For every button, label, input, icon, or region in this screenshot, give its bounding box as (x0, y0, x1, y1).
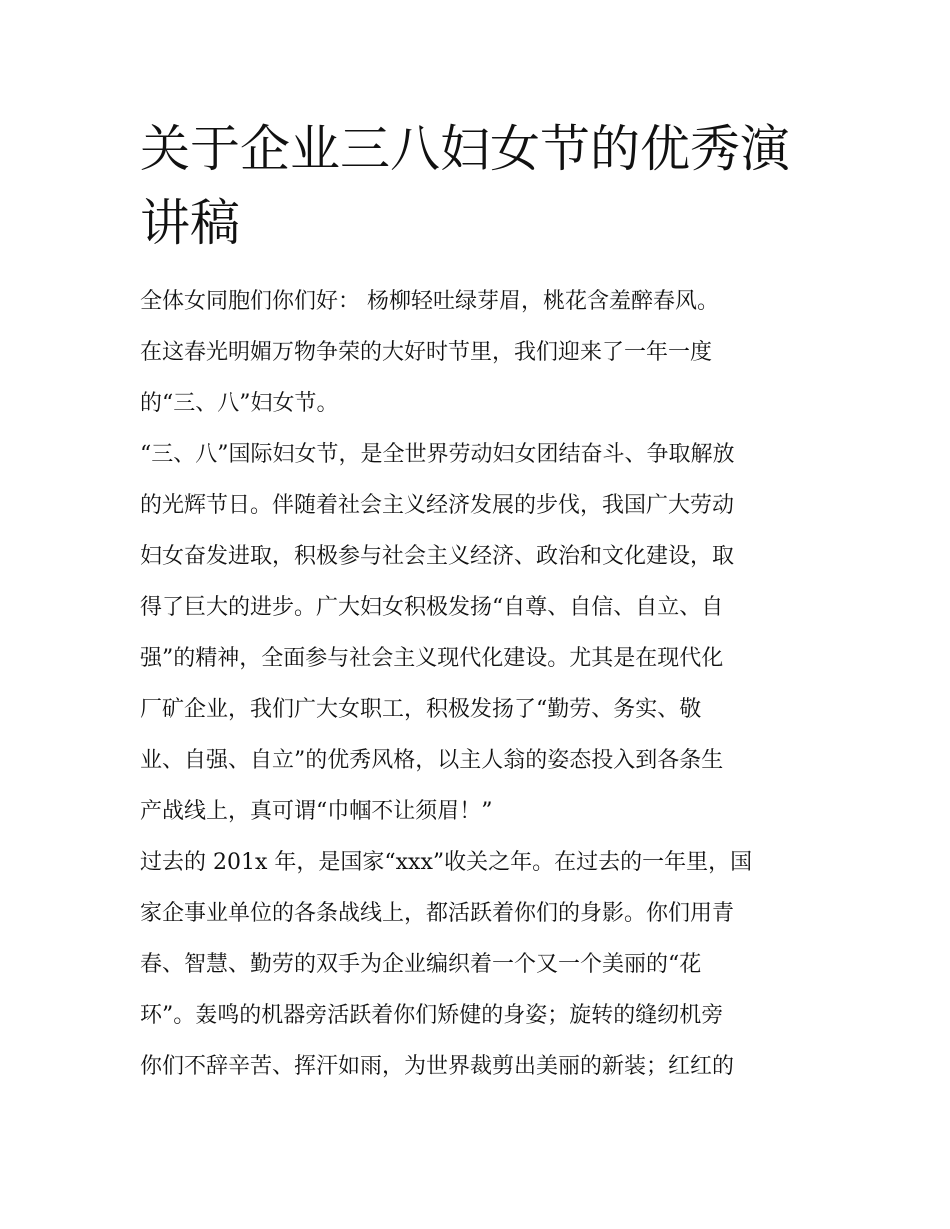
document-title (140, 112, 820, 260)
document-body (140, 276, 830, 1092)
body-line: 在这春光明媚万物争荣的大好时节里，我们迎来了一年一度 (140, 340, 713, 365)
body-line: 你们不辞辛苦、挥汗如雨，为世界裁剪出美丽的新装；红红的 (140, 1054, 735, 1079)
body-line: 的光辉节日。伴随着社会主义经济发展的步伐，我国广大劳动 (140, 493, 735, 518)
body-line: 业、自强、自立”的优秀风格，以主人翁的姿态投入到各条生 (140, 748, 724, 773)
body-line: “三、八”国际妇女节，是全世界劳动妇女团结奋斗、争取解放 (140, 442, 735, 467)
body-line: 环”。轰鸣的机器旁活跃着你们矫健的身姿；旋转的缝纫机旁 (140, 1003, 724, 1028)
body-line: 强”的精神，全面参与社会主义现代化建设。尤其是在现代化 (140, 646, 724, 671)
body-line: 妇女奋发进取，积极参与社会主义经济、政治和文化建设，取 (140, 544, 735, 569)
title-line: 关于企业三八妇女节的优秀演 (140, 120, 790, 178)
body-line: 全体女同胞们你们好： 杨柳轻吐绿芽眉，桃花含羞醉春风。 (140, 289, 719, 314)
body-line: 得了巨大的进步。广大妇女积极发扬“自尊、自信、自立、自 (140, 595, 724, 620)
body-line: 春、智慧、勤劳的双手为企业编织着一个又一个美丽的“花 (140, 952, 702, 977)
body-line: 厂矿企业，我们广大女职工，积极发扬了“勤劳、务实、敬 (140, 697, 702, 722)
body-line: 产战线上，真可谓“巾帼不让须眉！” (140, 799, 493, 824)
body-line: 过去的 201x 年，是国家“xxx”收关之年。在过去的一年里，国 (140, 850, 753, 875)
body-line: 家企事业单位的各条战线上，都活跃着你们的身影。你们用青 (140, 901, 735, 926)
title-line: 讲稿 (140, 194, 240, 252)
body-line: 的“三、八”妇女节。 (140, 391, 339, 416)
